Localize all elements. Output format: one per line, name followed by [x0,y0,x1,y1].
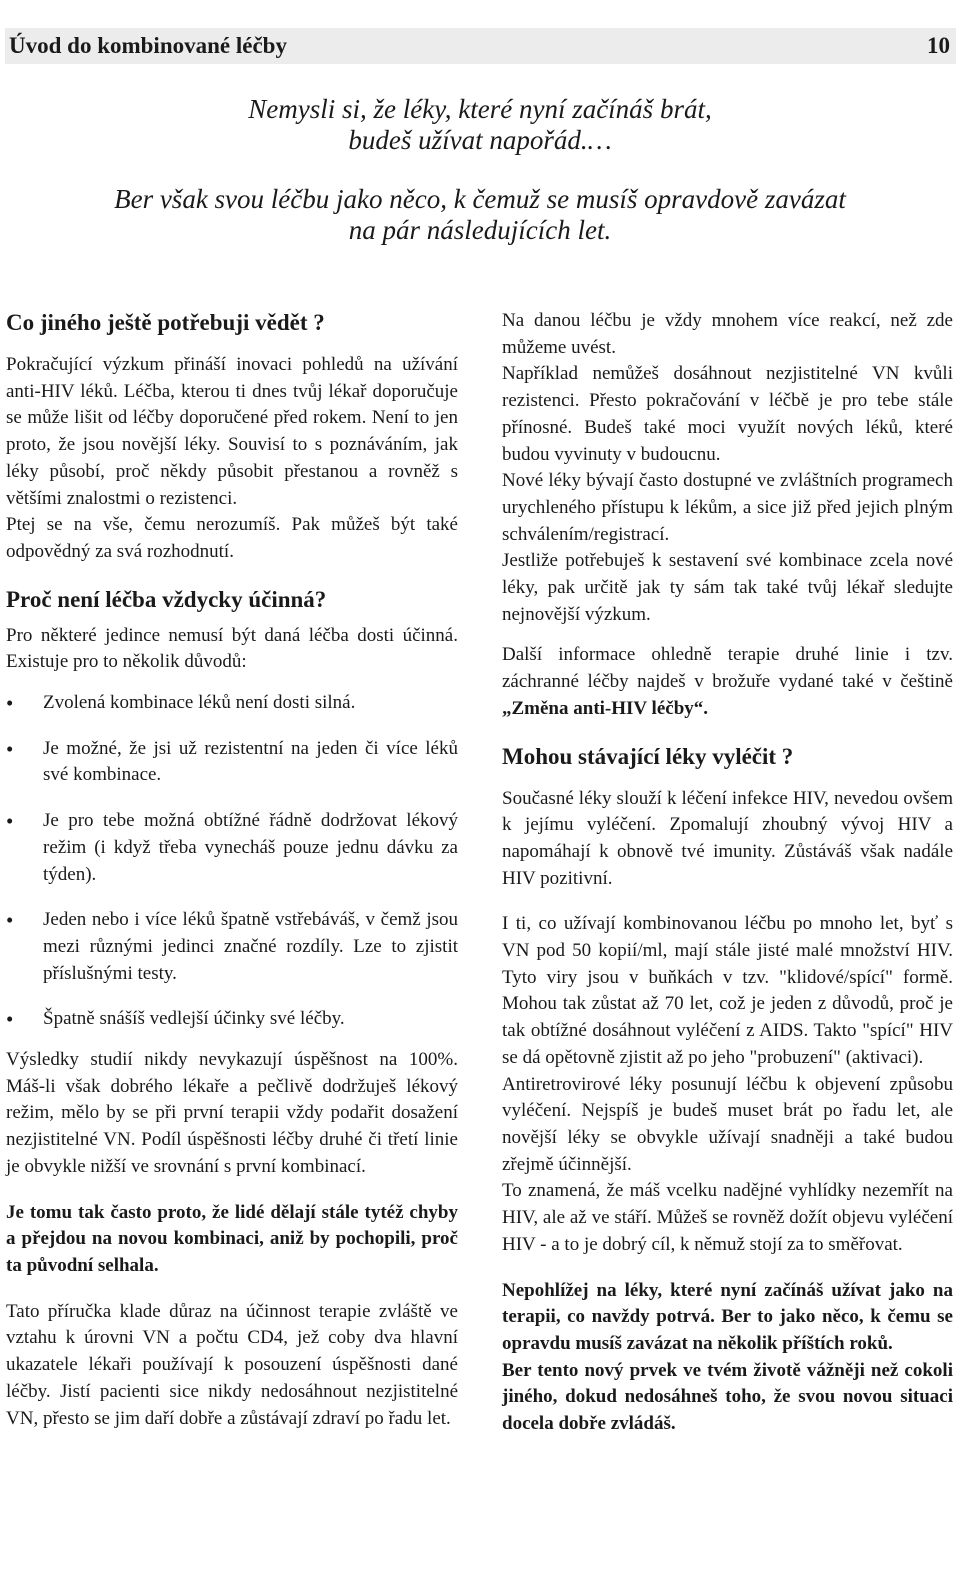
paragraph: Současné léky slouží k léčení infekce HIV, nevedou ovšem k jejímu vyléčení. Zpomalují zhoubný vývoj HIV a napomáhají k obnově tvé imunity. Zůstáváš však nadále HIV pozitivní. [502,787,953,889]
section-heading-why-not-effective: Proč není léčba vždycky účinná? [6,586,327,612]
page-number: 10 [927,33,950,58]
paragraph: To znamená, že máš vcelku nadějné vyhlídky nezemřít na HIV, ale až ve stáří. Můžeš se rovněž dožít objevu vyléčení HIV - a to je dobrý cíl, k němuž stojí za to směřovat. [502,1180,953,1255]
list-item: • Zvolená kombinace léků není dosti silná. [6,690,458,717]
left-column [6,308,458,1432]
list-item: • Je pro tebe možná obtížné řádně dodržovat lékový režim (i když třeba vynecháš pouze jednu dávku za týden). [6,808,458,888]
header-title: Úvod do kombinované léčby [9,33,287,58]
emphasis-paragraph: Ber tento nový prvek ve tvém životě vážněji než cokoli jiného, dokud nedosáhneš toho, že svou novou situaci docela dobře zvládáš. [502,1359,953,1435]
page-header [5,28,956,64]
paragraph: Pokračující výzkum přináší inovaci pohledů na užívání anti-HIV léků. Léčba, kterou ti dnes tvůj lékař doporučuje se může lišit od léčby doporučené před rokem. Není to jen proto, že jsou novější léky. Souvisí to s poznáváním, jak léky působí, proč někdy působit přestanou a rovněž s většími znalostmi o rezistenci. [6,354,458,509]
quote-line: Nemysli si, že léky, které nyní začínáš brát, [248,94,712,124]
intro-quote [0,94,960,156]
brochure-title: „Změna anti-HIV léčby“. [502,697,709,719]
reasons-list [6,690,458,1033]
paragraph: Například nemůžeš dosáhnout nezjistitelné VN kvůli rezistenci. Přesto pokračování v léčbě je pro tebe stále přínosné. Budeš také moci využít nových léků, které budou vyvinuty v budoucnu. [502,363,953,465]
paragraph: Pro některé jedince nemusí být daná léčba dosti účinná. Existuje pro to několik důvodů: [6,624,458,673]
paragraph [502,642,953,722]
paragraph: Nové léky bývají často dostupné ve zvláštních programech urychleného přístupu k lékům, a sice již před jejich plným schválením/registrací. [502,470,953,545]
quote-line: na pár následujících let. [348,215,612,245]
right-column [502,308,953,1438]
intro-quote-second [0,184,960,246]
list-item: • Jeden nebo i více léků špatně vstřebáváš, v čemž jsou mezi různými jedinci značné rozdíly. Lze to zjistit příslušnými testy. [6,907,458,987]
paragraph: Antiretrovirové léky posunují léčbu k objevení způsobu vyléčení. Nejspíš je budeš muset brát po řadu let, ale novější léky se obvykle užívají snadněji a také budou zřejmě účinnější. [502,1073,953,1175]
paragraph: Jestliže potřebuješ k sestavení své kombinace zcela nové léky, pak určitě jak ty sám tak také tvůj lékař sledujte nejnovější výzkum. [502,550,953,625]
list-item: • Je možné, že jsi už rezistentní na jeden či více léků své kombinace. [6,736,458,789]
quote-line: budeš užívat napořád.… [348,125,612,155]
paragraph: I ti, co užívají kombinovanou léčbu po mnoho let, byť s VN pod 50 kopií/ml, mají stále jisté malé množství HIV. Tyto viry jsou v buňkách v tzv. "klidové/spící" formě. Mohou tak zůstat až 70 let, což je jeden z důvodů, proč je tak obtížné dosáhnout vyléčení z AIDS. Takto "spící" HIV se dá opětovně zjistit až po jeho "probuzení" (aktivaci). [502,913,953,1068]
emphasis-paragraph: Je tomu tak často proto, že lidé dělají stále tytéž chyby a přejdou na novou kombinaci, aniž by pochopili, proč ta původní selhala. [6,1201,458,1276]
paragraph-text: Další informace ohledně terapie druhé linie i tzv. záchranné léčby najdeš v brožuře vydané také v češtině [502,644,953,693]
list-item: • Špatně snášíš vedlejší účinky své léčby. [6,1006,458,1033]
emphasis-paragraph: Nepohlížej na léky, které nyní začínáš užívat jako na terapii, co navždy potrvá. Ber to jako něco, k čemu se opravdu musíš zavázat na několik příštích roků. [502,1279,953,1354]
paragraph: Na danou léčbu je vždy mnohem více reakcí, než zde můžeme uvést. [502,310,953,358]
section-heading-can-cure: Mohou stávající léky vyléčit ? [502,743,794,769]
paragraph: Tato příručka klade důraz na účinnost terapie zvláště ve vztahu k úrovni VN a počtu CD4, jež coby dva hlavní ukazatele lékaři používají k posouzení úspěšnosti dané léčby. Jistí pacienti sice nikdy nedosáhnout nezjistitelné VN, přesto se jim daří dobře a zůstávají zdraví po řadu let. [6,1300,458,1429]
paragraph: Výsledky studií nikdy nevykazují úspěšnost na 100%. Máš-li však dobrého lékaře a pečlivě dodržuješ lékový režim, mělo by se při první terapii vždy podařit dosažení nezjistitelné VN. Podíl úspěšnosti léčby druhé či třetí linie je obvykle nižší ve srovnání s první kombinací. [6,1049,458,1177]
section-heading-what-else: Co jiného ještě potřebuji vědět ? [6,310,325,335]
paragraph: Ptej se na vše, čemu nerozumíš. Pak můžeš být také odpovědný za svá rozhodnutí. [6,514,458,562]
quote-line: Ber však svou léčbu jako něco, k čemuž se musíš opravdově zavázat [114,184,846,214]
